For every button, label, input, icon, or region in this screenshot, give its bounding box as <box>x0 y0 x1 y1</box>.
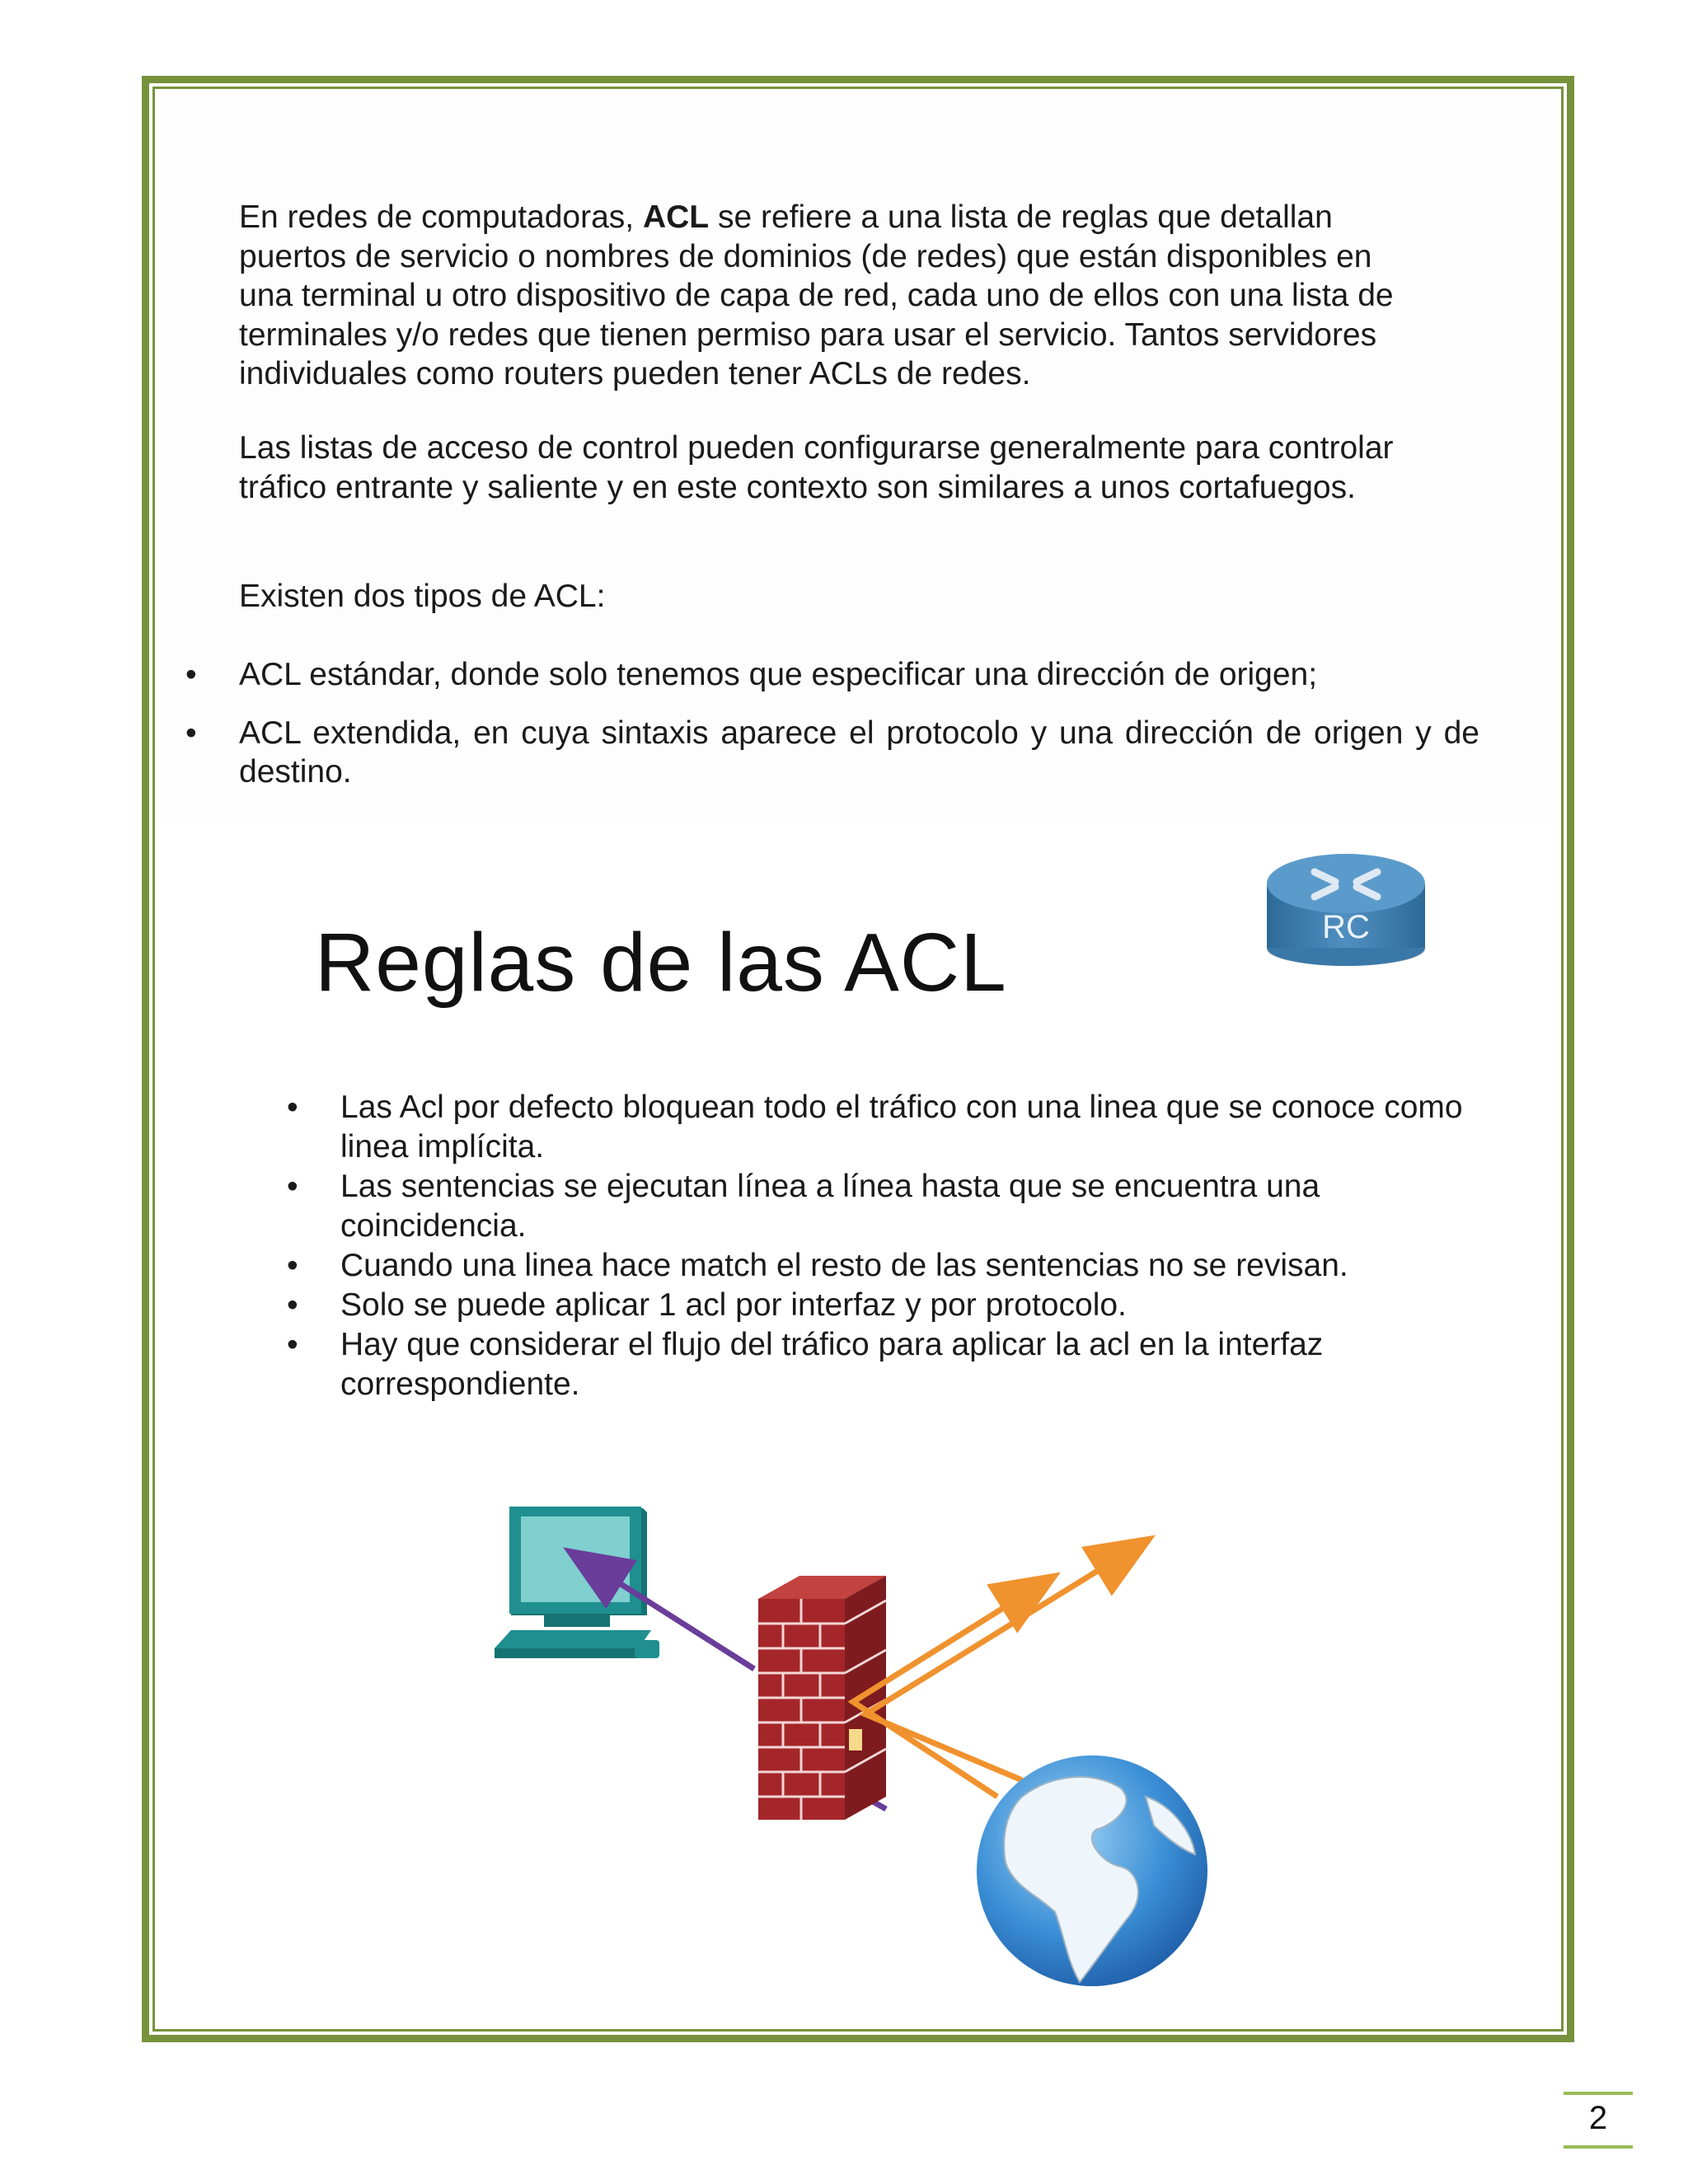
router-label: RC <box>1322 909 1370 945</box>
firewall-illustration <box>486 1500 1253 1994</box>
rule-item <box>284 1286 1479 1325</box>
acl-rules-list <box>284 1088 1479 1404</box>
bullet: • <box>287 1090 298 1125</box>
intro-line-2: puertos de servicio o nombres de dominios (de redes) que están disponibles en <box>239 238 1372 274</box>
rule-item <box>284 1167 1479 1246</box>
bullet: • <box>287 1287 298 1323</box>
rule-text: Las Acl por defecto bloquean todo el tráfico con una linea que se conoce como linea implícita. <box>340 1090 1463 1165</box>
bullet: • <box>287 1327 298 1362</box>
page-number-rule-bottom <box>1564 2145 1633 2149</box>
traffic-paragraph <box>239 429 1492 507</box>
firewall-icon <box>758 1576 886 1820</box>
page-number-rule-top <box>1564 2092 1633 2095</box>
acl-bold-term: ACL <box>642 199 710 235</box>
intro-line-3: una terminal u otro dispositivo de capa de red, cada uno de ellos con una lista de <box>239 278 1394 313</box>
globe-icon <box>977 1755 1207 1986</box>
intro-text-rest: se refiere a una lista de reglas que detallan <box>709 199 1333 235</box>
allowed-traffic-arrow <box>865 1541 1146 1780</box>
bullet: • <box>287 1169 298 1204</box>
rule-item <box>284 1325 1479 1404</box>
computer-icon <box>495 1507 659 1658</box>
router-icon <box>1265 849 1430 972</box>
rule-text: Solo se puede aplicar 1 acl por interfaz y por protocolo. <box>340 1287 1127 1323</box>
intro-text-start: En redes de computadoras, <box>239 199 643 235</box>
rule-text: Cuando una linea hace match el resto de las sentencias no se revisan. <box>340 1248 1348 1283</box>
bullet: • <box>185 715 197 751</box>
page-number: 2 <box>1588 2100 1608 2136</box>
acl-type-text: ACL estándar, donde solo tenemos que especificar una dirección de origen; <box>239 657 1318 692</box>
intro-line-1 <box>239 198 1492 237</box>
acl-type-text: ACL extendida, en cuya sintaxis aparece el protocolo y una dirección de origen y de destino. <box>239 715 1479 790</box>
intro-paragraph <box>239 198 1492 394</box>
rule-text: Hay que considerar el flujo del tráfico para aplicar la acl en la interfaz correspondiente. <box>340 1327 1324 1402</box>
intro-line-4: terminales y/o redes que tienen permiso para usar el servicio. Tantos servidores <box>239 316 1377 353</box>
types-intro: Existen dos tipos de ACL: <box>239 579 606 614</box>
slide-title: Reglas de las ACL <box>315 916 1007 1009</box>
bullet: • <box>287 1248 298 1283</box>
bullet: • <box>185 657 197 692</box>
rule-item <box>284 1246 1479 1286</box>
rule-item <box>284 1088 1479 1167</box>
intro-line-5: individuales como routers pueden tener ACLs de redes. <box>239 356 1031 391</box>
traffic-line-1: Las listas de acceso de control pueden configurarse generalmente para controlar <box>239 430 1394 466</box>
rule-text: Las sentencias se ejecutan línea a línea hasta que se encuentra una coincidencia. <box>340 1169 1320 1244</box>
traffic-line-2: tráfico entrante y saliente y en este contexto son similares a unos cortafuegos. <box>239 469 1356 505</box>
